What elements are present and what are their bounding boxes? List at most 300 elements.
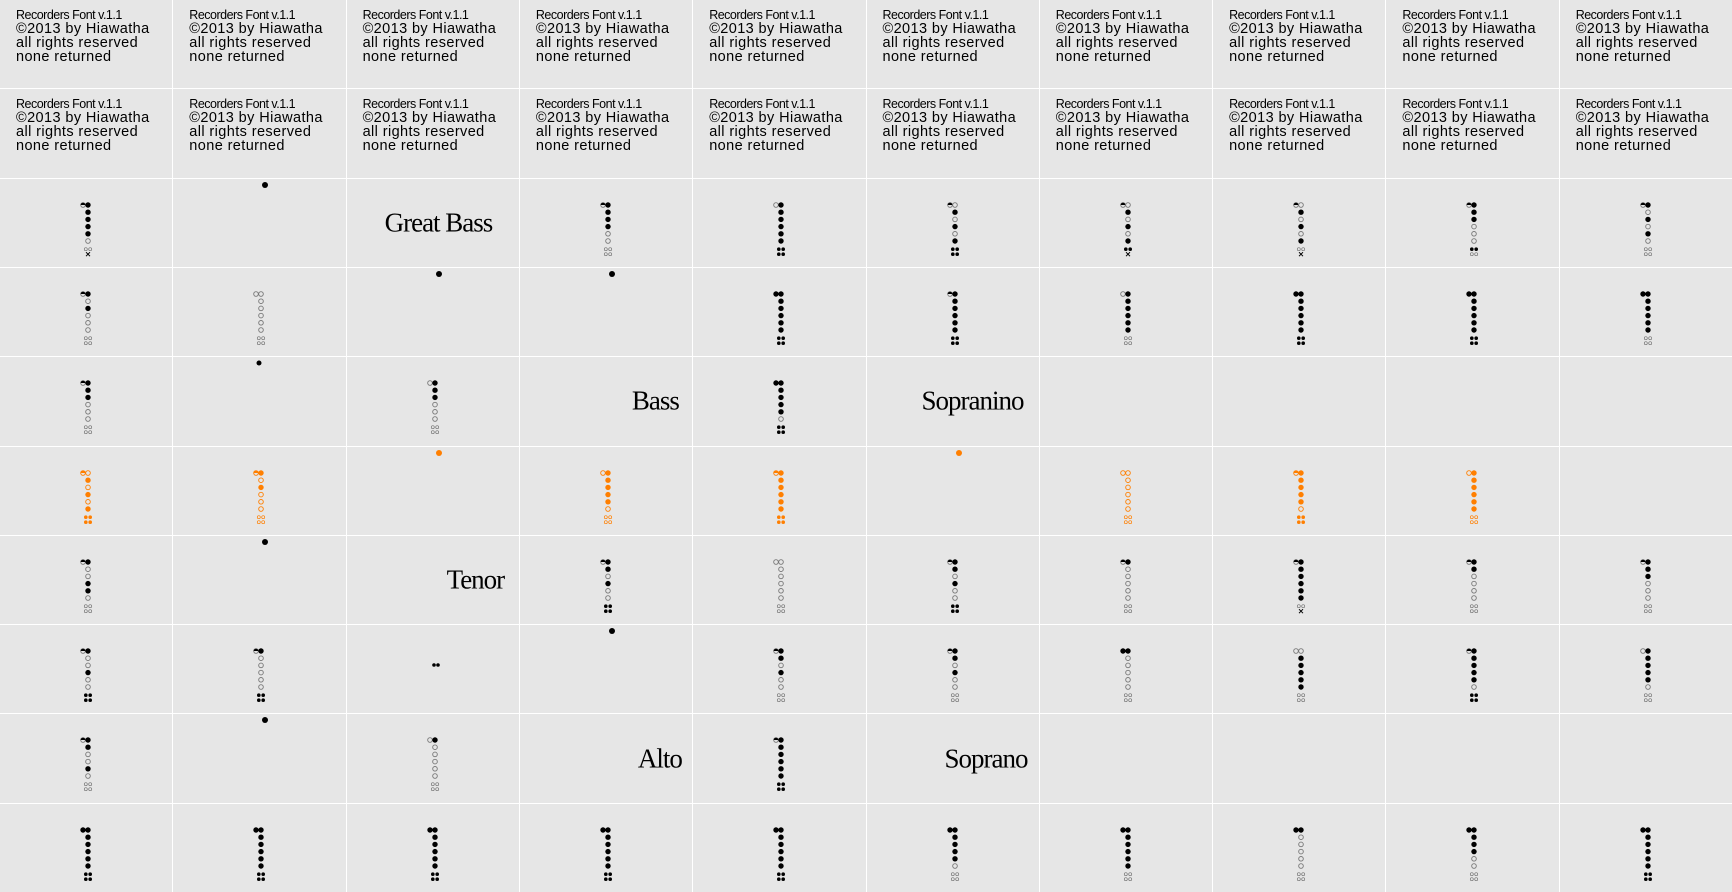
low-hole-open xyxy=(1124,515,1127,518)
credits-cell-r2-c2 xyxy=(173,89,345,177)
fingering-glyph xyxy=(520,179,692,267)
low-hole-open xyxy=(1471,252,1474,255)
hole-open xyxy=(1645,595,1650,600)
instrument-label-bass: Bass xyxy=(631,385,679,416)
low-hole-open xyxy=(84,342,87,345)
credits-cell-r2-c4 xyxy=(520,89,692,177)
credits-text xyxy=(709,97,843,153)
low-hole-closed xyxy=(1475,247,1479,251)
hole-closed xyxy=(1645,559,1650,564)
low-hole-closed xyxy=(777,426,781,430)
hole-closed xyxy=(432,856,437,861)
hole-closed xyxy=(259,648,264,653)
low-hole-open xyxy=(1471,877,1474,880)
hole-open xyxy=(1299,217,1304,222)
hole-open xyxy=(259,670,264,675)
low-hole-open xyxy=(1644,694,1647,697)
hole-closed xyxy=(1298,238,1303,243)
credits-font-name: Recorders Font v.1.1 xyxy=(709,8,815,22)
low-hole-closed xyxy=(1128,247,1132,251)
credits-rights: all rights reserved xyxy=(1055,35,1178,51)
hole-open xyxy=(606,506,611,511)
hole-closed xyxy=(1472,648,1477,653)
low-hole-closed xyxy=(257,872,261,876)
low-hole-closed xyxy=(955,609,959,613)
hole-open xyxy=(259,663,264,668)
hole-closed xyxy=(1298,670,1303,675)
hole-open xyxy=(606,595,611,600)
low-hole-closed xyxy=(1475,341,1479,345)
hole-closed xyxy=(1472,506,1477,511)
hole-closed xyxy=(952,238,957,243)
credits-returns: none returned xyxy=(189,49,285,65)
fingering-glyph xyxy=(0,804,172,892)
low-hole-open xyxy=(262,342,265,345)
credits-text xyxy=(1402,8,1536,64)
hole-open xyxy=(432,767,437,772)
row-4-col-1-chart xyxy=(0,268,172,356)
low-hole-open xyxy=(782,609,785,612)
hole-closed xyxy=(259,470,264,475)
hole-closed xyxy=(605,484,610,489)
hole-closed xyxy=(259,849,264,854)
hole-closed xyxy=(952,566,957,571)
low-hole-closed xyxy=(782,341,786,345)
hole-open xyxy=(1125,231,1130,236)
hole-closed xyxy=(778,656,783,661)
hole-closed xyxy=(1645,834,1650,839)
low-hole-open xyxy=(1471,872,1474,875)
hole-open xyxy=(1299,849,1304,854)
hole-closed xyxy=(1472,477,1477,482)
fingering-glyph xyxy=(347,357,519,445)
hole-closed xyxy=(952,223,957,228)
row-6-col-6-dot xyxy=(867,447,1039,535)
low-hole-open xyxy=(1644,247,1647,250)
hole-open xyxy=(779,559,784,564)
low-hole-closed xyxy=(262,872,266,876)
hole-closed xyxy=(85,477,90,482)
low-hole-open xyxy=(1644,699,1647,702)
low-hole-open xyxy=(262,515,265,518)
hole-open xyxy=(86,567,91,572)
hole-open xyxy=(1299,863,1304,868)
credits-font-name: Recorders Font v.1.1 xyxy=(709,97,815,112)
low-hole-open xyxy=(777,694,780,697)
single-dot xyxy=(262,539,268,545)
hole-closed xyxy=(952,841,957,846)
low-hole-closed xyxy=(782,788,786,792)
row-9-col-4-label xyxy=(520,714,692,802)
low-hole-open xyxy=(1648,342,1651,345)
low-hole-open xyxy=(604,515,607,518)
credits-text xyxy=(1229,8,1363,64)
credits-copyright: ©2013 by Hiawatha xyxy=(709,110,843,127)
low-hole-closed xyxy=(84,520,88,524)
low-hole-closed xyxy=(1470,698,1474,702)
hole-open xyxy=(952,574,957,579)
hole-open xyxy=(1645,588,1650,593)
credits-cell-r1-c6 xyxy=(867,0,1039,88)
row-6-col-10-empty xyxy=(1560,447,1732,535)
hole-closed xyxy=(605,566,610,571)
fingering-glyph xyxy=(1560,804,1732,892)
fingering-glyph xyxy=(1560,625,1732,713)
low-hole-open xyxy=(1475,609,1478,612)
credits-copyright: ©2013 by Hiawatha xyxy=(189,21,323,37)
credits-text xyxy=(883,8,1017,64)
row-10-col-4-chart xyxy=(520,804,692,892)
hole-closed xyxy=(1472,491,1477,496)
credits-cell-r2-c9 xyxy=(1386,89,1558,177)
low-hole-closed xyxy=(88,872,92,876)
hole-open xyxy=(259,306,264,311)
credits-cell-r2-c3 xyxy=(347,89,519,177)
low-hole-open xyxy=(1648,609,1651,612)
hole-closed xyxy=(1645,231,1650,236)
hole-closed xyxy=(1645,656,1650,661)
low-hole-closed xyxy=(88,693,92,697)
hole-open xyxy=(86,417,91,422)
low-hole-open xyxy=(1124,609,1127,612)
row-10-col-5-chart xyxy=(693,804,865,892)
pair-dot xyxy=(432,663,436,667)
row-3-col-5-chart xyxy=(693,179,865,267)
hole-closed xyxy=(605,470,610,475)
low-hole-closed xyxy=(1475,693,1479,697)
fingering-glyph xyxy=(347,714,519,802)
low-hole-open xyxy=(262,520,265,523)
hole-closed xyxy=(432,827,437,832)
hole-open xyxy=(1472,224,1477,229)
row-8-col-3-pair xyxy=(347,625,519,713)
hole-closed xyxy=(259,834,264,839)
row-8-col-8-chart xyxy=(1213,625,1385,713)
low-hole-closed xyxy=(1297,520,1301,524)
low-hole-closed xyxy=(782,247,786,251)
hole-closed xyxy=(778,298,783,303)
hole-closed xyxy=(1298,588,1303,593)
hole-closed xyxy=(952,670,957,675)
fingering-glyph xyxy=(173,268,345,356)
hole-open xyxy=(432,774,437,779)
fingering-glyph xyxy=(867,179,1039,267)
low-hole-open xyxy=(1128,515,1131,518)
fingering-glyph xyxy=(693,447,865,535)
row-10-col-6-chart xyxy=(867,804,1039,892)
credits-returns: none returned xyxy=(709,49,805,65)
low-hole-open xyxy=(1128,699,1131,702)
low-hole-closed xyxy=(951,604,955,608)
low-hole-open xyxy=(955,699,958,702)
low-hole-closed xyxy=(262,693,266,697)
fingering-glyph xyxy=(1386,625,1558,713)
hole-closed xyxy=(605,223,610,228)
hole-closed xyxy=(1298,327,1303,332)
low-hole-closed xyxy=(777,336,781,340)
credits-rights: all rights reserved xyxy=(362,124,485,141)
credits-font-name: Recorders Font v.1.1 xyxy=(1402,8,1509,22)
hole-open xyxy=(259,656,264,661)
thumb-hole-closed xyxy=(1293,291,1298,296)
hole-closed xyxy=(85,648,90,653)
low-hole-open xyxy=(84,783,87,786)
credits-text xyxy=(709,8,843,64)
hole-closed xyxy=(778,395,783,400)
row-6-col-2-chart xyxy=(173,447,345,535)
hole-closed xyxy=(1645,863,1650,868)
row-5-col-9-empty xyxy=(1386,357,1558,445)
row-7-col-7-chart xyxy=(1040,536,1212,624)
low-hole-open xyxy=(1475,877,1478,880)
hole-open xyxy=(1645,209,1650,214)
credits-cell-r1-c9 xyxy=(1386,0,1558,88)
row-10-col-2-chart xyxy=(173,804,345,892)
hole-open xyxy=(1472,588,1477,593)
credits-copyright: ©2013 by Hiawatha xyxy=(1402,21,1536,37)
credits-copyright: ©2013 by Hiawatha xyxy=(1575,110,1710,127)
thumb-hole-closed xyxy=(254,827,259,832)
hole-open xyxy=(1472,863,1477,868)
fingering-glyph xyxy=(0,536,172,624)
low-hole-closed xyxy=(951,609,955,613)
hole-open xyxy=(1125,663,1130,668)
low-hole-closed xyxy=(604,877,608,881)
pair-dot xyxy=(436,663,440,667)
low-hole-closed xyxy=(435,877,439,881)
low-hole-open xyxy=(262,337,265,340)
low-hole-closed xyxy=(1470,247,1474,251)
low-hole-closed xyxy=(608,877,612,881)
fingering-glyph xyxy=(867,447,1039,535)
low-hole-closed xyxy=(435,872,439,876)
low-hole-closed xyxy=(777,872,781,876)
hole-closed xyxy=(1645,298,1650,303)
credits-returns: none returned xyxy=(1575,138,1672,155)
credits-returns: none returned xyxy=(882,49,978,65)
hole-closed xyxy=(1125,841,1130,846)
row-9-col-10-empty xyxy=(1560,714,1732,802)
hole-open xyxy=(779,588,784,593)
hole-closed xyxy=(1298,573,1303,578)
hole-open xyxy=(259,685,264,690)
credits-font-name: Recorders Font v.1.1 xyxy=(16,8,122,22)
hole-open xyxy=(952,678,957,683)
low-hole-closed xyxy=(608,604,612,608)
low-hole-open xyxy=(89,783,92,786)
hole-closed xyxy=(605,477,610,482)
hole-closed xyxy=(259,863,264,868)
credits-rights: all rights reserved xyxy=(709,35,832,51)
low-hole-open xyxy=(435,431,438,434)
hole-closed xyxy=(85,581,90,586)
hole-closed xyxy=(778,506,783,511)
row-8-col-1-chart xyxy=(0,625,172,713)
row-6-col-9-chart xyxy=(1386,447,1558,535)
credits-returns: none returned xyxy=(189,138,285,155)
hole-closed xyxy=(85,291,90,296)
hole-closed xyxy=(1645,849,1650,854)
hole-closed xyxy=(1298,566,1303,571)
hole-closed xyxy=(1298,827,1303,832)
low-hole-closed xyxy=(1475,698,1479,702)
low-hole-open xyxy=(951,694,954,697)
hole-open xyxy=(1125,202,1130,207)
row-4-col-3-dot xyxy=(347,268,519,356)
low-hole-open xyxy=(1302,604,1305,607)
credits-cell-r2-c7 xyxy=(1040,89,1212,177)
low-hole-closed xyxy=(777,877,781,881)
thumb-hole-closed xyxy=(773,380,778,385)
hole-closed xyxy=(778,313,783,318)
hole-closed xyxy=(432,388,437,393)
low-hole-open xyxy=(1475,604,1478,607)
hole-closed xyxy=(605,202,610,207)
credits-rights: all rights reserved xyxy=(882,35,1005,51)
credits-returns: none returned xyxy=(882,138,978,155)
fingering-glyph xyxy=(173,714,345,802)
row-4-col-7-chart xyxy=(1040,268,1212,356)
hole-closed xyxy=(1472,306,1477,311)
row-6-col-1-chart xyxy=(0,447,172,535)
low-hole-closed xyxy=(777,520,781,524)
hole-closed xyxy=(432,395,437,400)
credits-rights: all rights reserved xyxy=(1575,35,1698,51)
low-hole-open xyxy=(1124,342,1127,345)
low-hole-open xyxy=(1302,877,1305,880)
instrument-label-sopranino: Sopranino xyxy=(921,385,1024,416)
credits-copyright: ©2013 by Hiawatha xyxy=(1575,21,1710,37)
hole-closed xyxy=(952,209,957,214)
hole-closed xyxy=(778,766,783,771)
credits-copyright: ©2013 by Hiawatha xyxy=(882,21,1017,37)
fingering-glyph xyxy=(1560,536,1732,624)
fingering-glyph xyxy=(0,447,172,535)
hole-closed xyxy=(432,863,437,868)
hole-open xyxy=(606,231,611,236)
hole-open xyxy=(952,595,957,600)
low-hole-closed xyxy=(782,877,786,881)
row-8-col-9-chart xyxy=(1386,625,1558,713)
low-hole-closed xyxy=(88,515,92,519)
hole-open xyxy=(86,470,91,475)
hole-closed xyxy=(605,849,610,854)
low-hole-closed xyxy=(777,341,781,345)
hole-closed xyxy=(605,834,610,839)
hole-open xyxy=(259,506,264,511)
credits-font-name: Recorders Font v.1.1 xyxy=(1229,97,1335,112)
credits-returns: none returned xyxy=(535,138,632,155)
fingering-glyph xyxy=(1040,536,1212,624)
fingering-glyph xyxy=(1213,804,1385,892)
low-hole-closed xyxy=(1301,336,1305,340)
low-hole-open xyxy=(84,247,87,250)
hole-closed xyxy=(85,506,90,511)
hole-open xyxy=(86,402,91,407)
hole-closed xyxy=(85,863,90,868)
hole-open xyxy=(952,231,957,236)
thumb-hole-open xyxy=(774,202,779,207)
low-hole-open xyxy=(1128,520,1131,523)
credits-rights: all rights reserved xyxy=(362,35,485,51)
credits-copyright: ©2013 by Hiawatha xyxy=(189,110,323,127)
hole-closed xyxy=(1125,320,1130,325)
thumb-hole-open xyxy=(427,738,432,743)
low-hole-open xyxy=(1644,609,1647,612)
credits-font-name: Recorders Font v.1.1 xyxy=(16,97,122,112)
hole-closed xyxy=(1298,656,1303,661)
hole-closed xyxy=(259,856,264,861)
low-hole-open xyxy=(951,877,954,880)
thumb-hole-closed xyxy=(1640,827,1645,832)
credits-cell-r1-c8 xyxy=(1213,0,1385,88)
low-hole-closed xyxy=(1297,341,1301,345)
hole-closed xyxy=(952,306,957,311)
hole-open xyxy=(86,574,91,579)
hole-closed xyxy=(1645,566,1650,571)
low-hole-open xyxy=(777,609,780,612)
credits-font-name: Recorders Font v.1.1 xyxy=(535,8,642,22)
hole-closed xyxy=(605,209,610,214)
hole-open xyxy=(1645,685,1650,690)
credits-font-name: Recorders Font v.1.1 xyxy=(362,8,469,22)
low-hole-closed xyxy=(1470,336,1474,340)
low-hole-open xyxy=(1648,247,1651,250)
fingering-glyph xyxy=(520,625,692,713)
low-hole-open xyxy=(1302,872,1305,875)
credits-copyright: ©2013 by Hiawatha xyxy=(709,21,843,37)
hole-closed xyxy=(85,670,90,675)
hole-closed xyxy=(85,388,90,393)
hole-closed xyxy=(1472,834,1477,839)
hole-closed xyxy=(778,745,783,750)
hole-open xyxy=(1125,656,1130,661)
low-hole-closed xyxy=(782,515,786,519)
vent-mark xyxy=(86,252,90,256)
low-hole-closed xyxy=(88,698,92,702)
low-hole-open xyxy=(1471,515,1474,518)
hole-closed xyxy=(778,834,783,839)
row-9-col-9-empty xyxy=(1386,714,1558,802)
low-hole-closed xyxy=(88,520,92,524)
credits-text xyxy=(536,8,670,64)
fingering-glyph xyxy=(693,625,865,713)
credits-cell-r2-c8 xyxy=(1213,89,1385,177)
hole-open xyxy=(86,410,91,415)
credits-text xyxy=(16,8,150,64)
credits-text xyxy=(189,97,323,153)
low-hole-closed xyxy=(777,515,781,519)
hole-open xyxy=(1472,574,1477,579)
hole-open xyxy=(1472,595,1477,600)
fingering-glyph xyxy=(693,714,865,802)
hole-closed xyxy=(1298,291,1303,296)
low-hole-open xyxy=(777,604,780,607)
low-hole-closed xyxy=(777,788,781,792)
fingering-glyph xyxy=(173,357,345,445)
low-hole-closed xyxy=(1648,877,1652,881)
row-7-col-3-label xyxy=(347,536,519,624)
hole-open xyxy=(779,574,784,579)
credits-copyright: ©2013 by Hiawatha xyxy=(16,110,150,127)
low-hole-closed xyxy=(262,698,266,702)
hole-closed xyxy=(1125,223,1130,228)
hole-open xyxy=(952,685,957,690)
low-hole-open xyxy=(1128,609,1131,612)
credits-text xyxy=(1056,8,1190,64)
hole-open xyxy=(86,685,91,690)
low-hole-closed xyxy=(782,783,786,787)
